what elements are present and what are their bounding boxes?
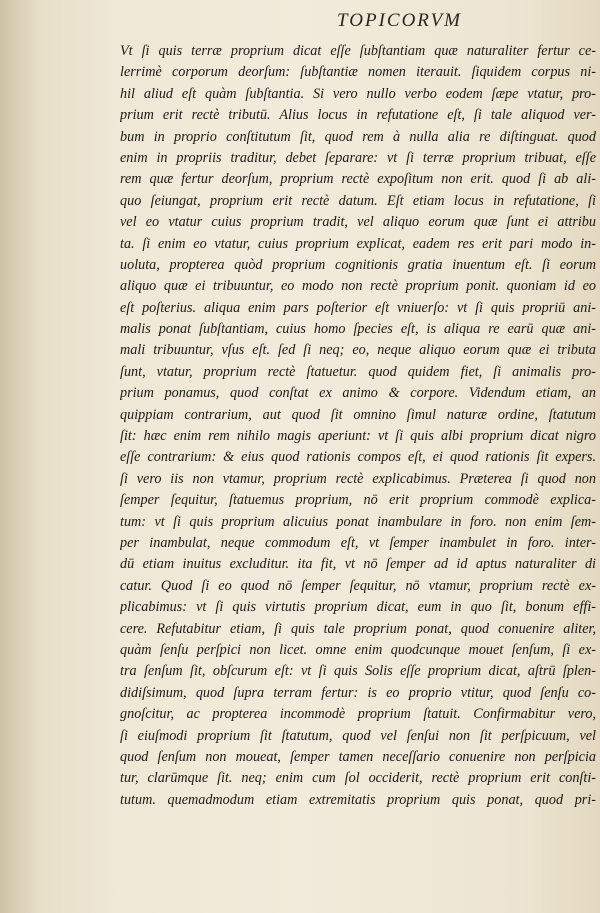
text-line: ſi vero iis non vtamur, proprium rectè explicabimus. Præterea ſi quod non [120,470,596,487]
text-line: hil aliud eſt quàm ſubſtantia. Si vero nullo verbo eodem ſæpe vtatur, pro- [120,85,596,102]
text-line: quod ſenſum non moueat, ſemper tamen neceſſario conuenire non perſpicia [120,748,596,765]
text-line: quo ſeiungat, proprium erit rectè datum. Eſt etiam locus in refutatione, ſi [120,192,596,209]
text-line: per inambulat, neque commodum eſt, vt ſemper inambulet in foro. inter- [120,534,596,551]
text-line: didiſsimum, quod ſupra terram fertur: is eo proprio vtitur, quod ſenſu co- [120,684,596,701]
text-line: prium ponamus, quod conſtat ex animo & corpore. Videndum etiam, an [120,385,596,402]
text-line: tur, clarūmque ſit. neq; enim cum ſol occiderit, rectè proprium erit conſti- [120,770,596,787]
text-line: ſunt, vtatur, proprium rectè ſtatuetur. quod quidem fiet, ſi animalis pro- [120,363,596,380]
text-line: catur. Quod ſi eo quod nō ſemper ſequitur, nō vtamur, proprium rectè ex- [120,577,596,594]
text-line: tutum. quemadmodum etiam extremitatis proprium quis ponat, quod pri- [120,791,596,808]
text-line: vel eo vtatur cuius proprium tradit, vel aliquo eorum quæ ſunt ei attribu [120,214,596,231]
text-line: ſit: hæc enim rem nihilo magis aperiunt: vt ſi quis albi proprium dicat nigro [120,428,596,445]
text-line: rem quæ fertur deorſum, proprium rectè expoſitum non erit. quod ſi ab ali- [120,171,596,188]
text-line: enim in propriis traditur, debet ſeparare: vt ſi terræ proprium tribuat, eſſe [120,149,596,166]
text-line: ſemper ſequitur, ſtatuemus proprium, nō erit proprium commodè explica- [120,492,596,509]
text-line: malis ponat ſubſtantiam, cuius homo ſpecies eſt, is aliqua re earū quæ ani- [120,321,596,338]
text-line: dū etiam inuitus excluditur. ita fit, vt nō ſemper ad id aptus naturaliter di [120,556,596,573]
text-line: lerrimè corporum deorſum: ſubſtantiæ nomen iterauit. ſiquidem corpus ni- [120,64,596,81]
text-line: quàm ſenſu perſpici non licet. omne enim quodcunque mouet ſenſum, ſi ex- [120,641,596,658]
text-line: tra ſenſum ſit, obſcurum eſt: vt ſi quis Solis eſſe proprium dicat, aſtrū ſplen- [120,663,596,680]
running-head: TOPICORVM [337,10,462,31]
text-line: plicabimus: vt ſi quis virtutis proprium dicat, eum in quo ſit, bonum effi- [120,599,596,616]
text-line: eſt poſterius. aliqua enim pars poſterior eſt vniuerſo: vt ſi quis propriū ani- [120,299,596,316]
text-line: ta. ſi enim eo vtatur, cuius proprium explicat, eadem res erit pari modo in- [120,235,596,252]
text-line: tum: vt ſi quis proprium alicuius ponat inambulare in foro. non enim ſem- [120,513,596,530]
text-line: cere. Refutabitur etiam, ſi quis tale proprium ponat, quod conuenire aliter, [120,620,596,637]
text-line: prium erit rectè tributū. Alius locus in refutatione eſt, ſi tale aliquod ver- [120,107,596,124]
text-line: uoluta, propterea quòd proprium cognitionis gratia inuentum eſt. ſi eorum [120,256,596,273]
text-line: gnoſcitur, ac propterea incommodè proprium ſtatuit. Confirmabitur vero, [120,706,596,723]
body-text [120,41,596,811]
text-line: eſſe contrarium: & eius quod rationis compos eſt, ei quod rationis ſit expers. [120,449,596,466]
text-line: bum in proprio conſtitutum ſit, quod rem à nulla alia re diſtinguat. quod [120,128,596,145]
text-line: Vt ſi quis terræ proprium dicat eſſe ſubſtantiam quæ naturaliter fertur ce- [120,43,596,59]
text-line: quippiam contrarium, aut quod ſit omnino ſimul naturæ ordine, ſtatutum [120,406,596,423]
text-line: aliquo quæ ei tribuuntur, eo modo non rectè proprium ponit. quoniam id eo [120,278,596,295]
text-line: mali tribuuntur, vſus eſt. ſed ſi neq; eo, neque aliquo eorum quæ ei tributa [120,342,596,359]
text-line: ſi eiuſmodi proprium ſit ſtatutum, quod vel ſenſui non ſit perſpicuum, vel [120,727,596,744]
